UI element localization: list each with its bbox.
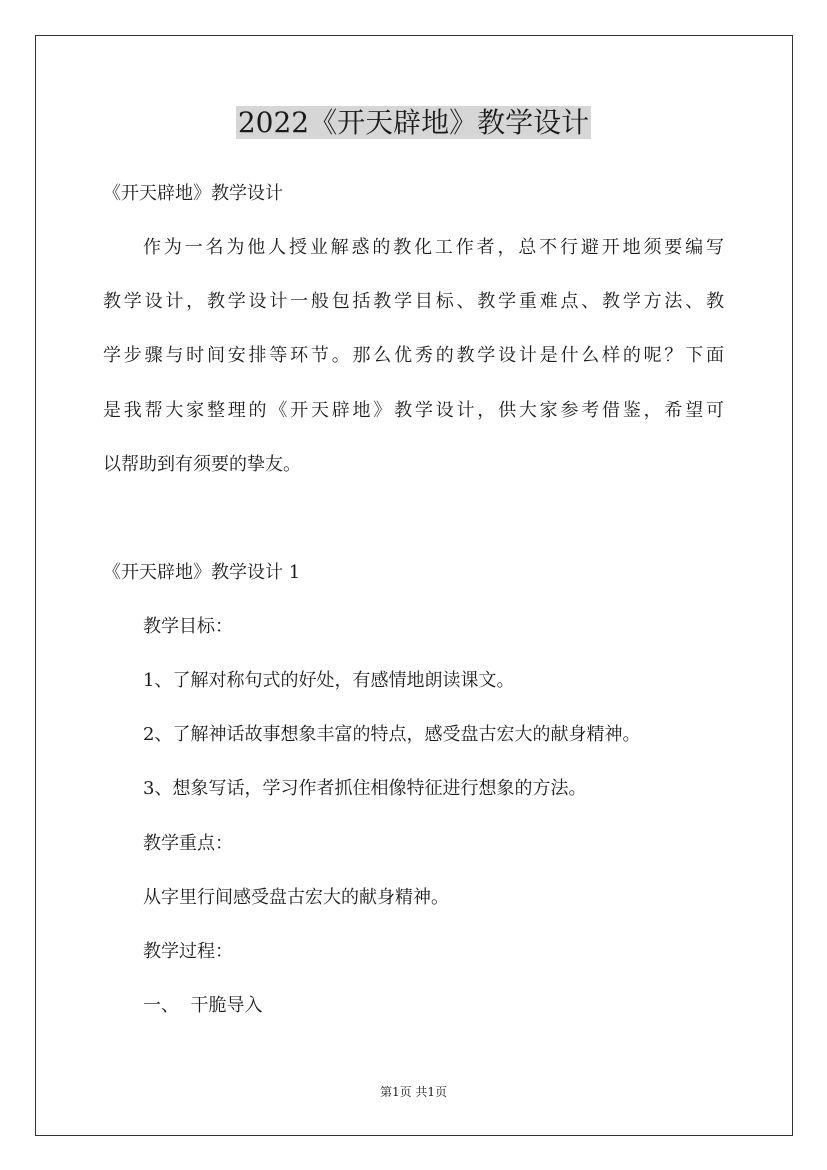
goal-item-1: 1、了解对称句式的好处，有感情地朗读课文。 [143,670,515,691]
intro-line-5: 以帮助到有须要的挚友。 [103,454,301,475]
document-title [0,103,827,143]
document-subtitle: 《开天辟地》教学设计 [103,183,283,204]
process-step-1: 一、 干脆导入 [143,995,263,1016]
section-heading: 《开天辟地》教学设计 1 [103,562,301,583]
document-title-text: 2022《开天辟地》教学设计 [237,106,590,139]
page-footer: 第1页 共1页 [379,1085,448,1099]
focus-text: 从字里行间感受盘古宏大的献身精神。 [143,887,449,908]
intro-line-4: 是我帮大家整理的《开天辟地》教学设计，供大家参考借鉴，希望可 [103,400,724,421]
goal-item-3: 3、想象写话，学习作者抓住相像特征进行想象的方法。 [143,778,587,799]
focus-label: 教学重点： [143,833,233,854]
intro-line-1: 作为一名为他人授业解惑的教化工作者，总不行避开地须要编写 [143,237,724,258]
intro-line-3: 学步骤与时间安排等环节。那么优秀的教学设计是什么样的呢？下面 [103,345,724,366]
intro-line-2: 教学设计，教学设计一般包括教学目标、教学重难点、教学方法、教 [103,291,724,312]
process-label: 教学过程： [143,941,233,962]
goal-item-2: 2、了解神话故事想象丰富的特点，感受盘古宏大的献身精神。 [143,724,641,745]
goals-label: 教学目标： [143,616,233,637]
